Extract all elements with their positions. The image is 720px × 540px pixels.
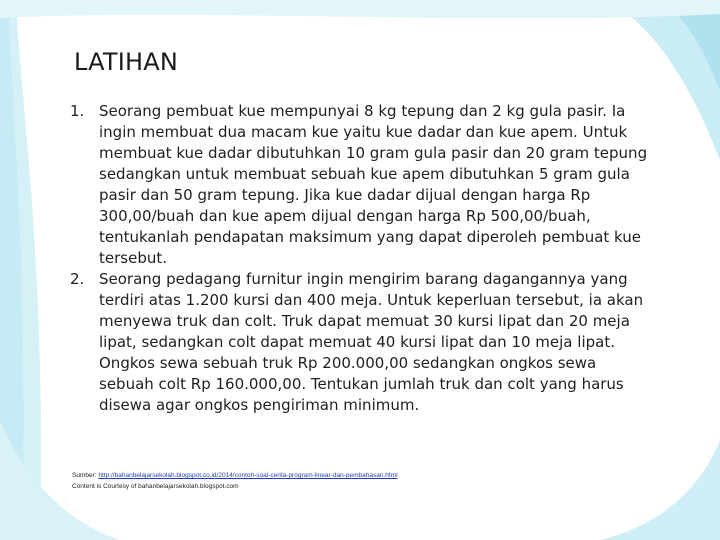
exercise-item-2 [70, 269, 655, 416]
exercise-list [70, 101, 655, 416]
source-link[interactable]: http://bahanbelajarsekolah.blogspot.co.id/2014/contoh-soal-cerita-program-linear-dan-pembahasan.html [98, 472, 398, 479]
source-label: Sumber: [72, 472, 99, 479]
exercise-item-1 [70, 101, 655, 269]
slide-title: LATIHAN [74, 48, 179, 76]
top-edge-teal-band [0, 0, 720, 18]
source-citation [72, 470, 632, 492]
exercise-number: 2. [70, 270, 85, 288]
exercise-number: 1. [70, 102, 85, 120]
source-line [72, 470, 632, 481]
exercise-text: Seorang pembuat kue mempunyai 8 kg tepung dan 2 kg gula pasir. Ia ingin membuat dua macam kue yaitu kue dadar dan kue apem. Untuk membuat kue dadar dibutuhkan 10 gram gula pasir dan 20 gram tepung sedangkan untuk membuat sebuah kue apem dibutuhkan 5 gram gula pasir dan 50 gram tepung. Jika kue dadar dijual dengan harga Rp 300,00/buah dan kue apem dijual dengan harga Rp 500,00/buah, tentukanlah pendapatan maksimum yang dapat diperoleh pembuat kue tersebut. [99, 102, 648, 267]
exercise-text: Seorang pedagang furnitur ingin mengirim barang dagangannya yang terdiri atas 1.200 kursi dan 400 meja. Untuk keperluan tersebut, ia akan menyewa truk dan colt. Truk dapat memuat 30 kursi lipat dan 20 meja lipat, sedangkan colt dapat memuat 40 kursi lipat dan 10 meja lipat. Ongkos sewa sebuah truk Rp 200.000,00 sedangkan ongkos sewa sebuah colt Rp 160.000,00. Tentukan jumlah truk dan colt yang harus disewa agar ongkos pengiriman minimum. [99, 270, 644, 414]
source-courtesy: Content is Courtesy of bahanbelajarsekolah.blogspot.com [72, 483, 239, 490]
